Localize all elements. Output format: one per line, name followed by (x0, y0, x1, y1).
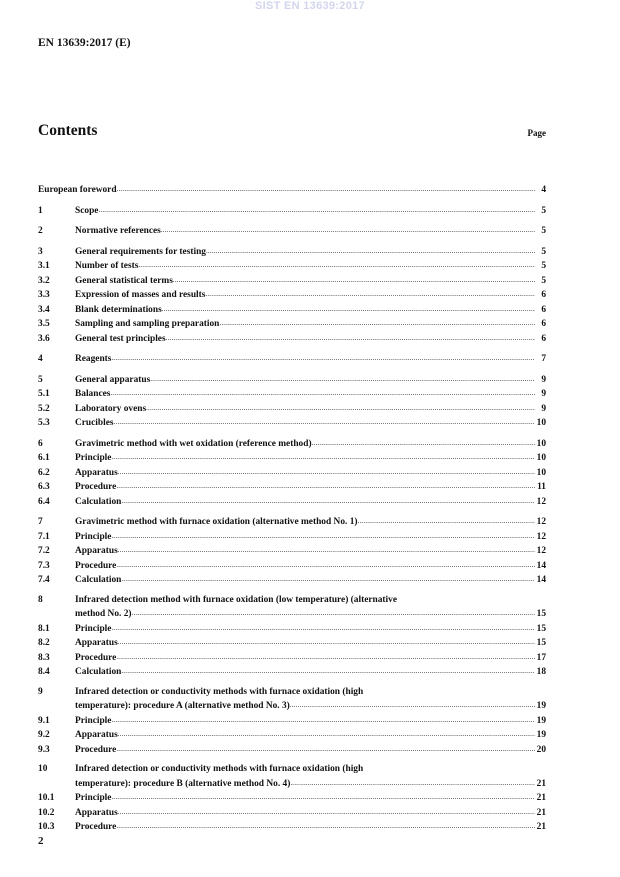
toc-entry-body (75, 622, 546, 637)
toc-entry-page: 19 (536, 715, 546, 726)
toc-entry-title: temperature): procedure B (alternative method No. 4) (75, 778, 291, 789)
toc-entry-title: temperature): procedure A (alternative method No. 3) (75, 701, 290, 711)
dot-leader (150, 373, 535, 387)
toc-entry-number: 3.1 (38, 261, 50, 271)
toc-entry-number: 9.1 (38, 715, 50, 726)
toc-entry-title: General apparatus (75, 374, 151, 385)
toc-entry[interactable] (38, 224, 546, 239)
toc-entry[interactable] (38, 259, 546, 274)
toc-entry-title: Calculation (75, 496, 122, 507)
toc-entry-body (75, 274, 546, 289)
toc-entry[interactable] (38, 763, 546, 791)
toc-entry-number: 3 (38, 246, 43, 257)
toc-entry-number: 1 (38, 205, 43, 216)
toc-entry-number: 8.1 (38, 623, 50, 634)
toc-entry-body (75, 303, 546, 318)
toc-entry-number: 10 (38, 764, 48, 774)
toc-entry[interactable] (38, 373, 546, 388)
toc-entry-number: 3.3 (38, 290, 50, 300)
toc-entry-body (75, 544, 546, 559)
dot-leader (116, 559, 535, 573)
toc-entry-body (75, 416, 546, 431)
toc-entry-page: 19 (536, 730, 546, 740)
toc-entry-number: 10.3 (38, 822, 55, 832)
toc-entry-page: 10 (536, 438, 546, 449)
toc-entry-body (75, 728, 546, 743)
toc-entry[interactable] (38, 437, 546, 452)
dot-leader (138, 259, 535, 273)
toc-entry-body (75, 288, 546, 303)
toc-entry[interactable] (38, 204, 546, 219)
toc-entry[interactable] (38, 714, 546, 729)
toc-entry-number: 3.4 (38, 304, 50, 315)
dot-leader (111, 714, 535, 728)
toc-entry-title: Apparatus (75, 730, 118, 740)
toc-entry-body (75, 352, 546, 367)
toc-entry[interactable] (38, 332, 546, 347)
toc-entry[interactable] (38, 466, 546, 481)
toc-entry-body (75, 714, 546, 729)
toc-entry-number: 5.1 (38, 389, 50, 399)
toc-entry-page: 4 (541, 185, 546, 195)
toc-entry[interactable] (38, 665, 546, 680)
toc-entry-number: 5.3 (38, 418, 50, 428)
page-number: 2 (38, 835, 44, 847)
toc-entry[interactable] (38, 544, 546, 559)
toc-entry-page: 5 (541, 246, 546, 257)
toc-entry-title: General requirements for testing (75, 246, 206, 257)
toc-entry-title: Laboratory ovens (75, 403, 147, 414)
toc-entry-body (75, 743, 546, 758)
dot-leader (114, 416, 535, 430)
page-column-label: Page (527, 128, 546, 138)
toc-entry[interactable] (38, 636, 546, 651)
toc-entry-title: Reagents (75, 354, 112, 364)
toc-entry-body (75, 573, 546, 588)
toc-entry[interactable] (38, 622, 546, 637)
toc-entry-number: 9.3 (38, 744, 50, 755)
toc-entry-page: 14 (536, 560, 546, 571)
dot-leader (206, 245, 535, 259)
toc-entry[interactable] (38, 303, 546, 318)
toc-entry-title: Expression of masses and results (75, 290, 206, 300)
toc-entry-body (75, 791, 546, 806)
toc-entry-title: method No. 2) (75, 609, 132, 619)
dot-leader (118, 544, 535, 558)
toc-entry-number: 9.2 (38, 730, 50, 740)
toc-entry-number: 9 (38, 686, 43, 697)
toc-entry-body (38, 183, 546, 198)
toc-entry-title: Apparatus (75, 546, 118, 556)
toc-entry-page: 6 (541, 304, 546, 315)
dot-leader (290, 777, 535, 791)
toc-entry-body (75, 806, 546, 821)
toc-entry-page: 15 (536, 623, 546, 634)
toc-entry[interactable] (38, 480, 546, 495)
toc-entry-page: 10 (536, 418, 546, 428)
toc-entry-title: Principle (75, 715, 112, 726)
table-of-contents (38, 183, 546, 835)
dot-leader (118, 636, 535, 650)
toc-entry-page: 11 (537, 482, 546, 492)
toc-entry[interactable] (38, 402, 546, 417)
toc-entry-title-line1: Infrared detection or conductivity methods with furnace oxidation (high (75, 686, 364, 697)
toc-entry[interactable] (38, 387, 546, 402)
toc-entry-title: Sampling and sampling preparation (75, 319, 220, 329)
toc-entry-title: Gravimetric method with wet oxidation (reference method) (75, 438, 312, 449)
toc-entry[interactable] (38, 743, 546, 758)
dot-leader (118, 466, 535, 480)
toc-entry-page: 21 (536, 807, 546, 818)
toc-entry[interactable] (38, 820, 546, 835)
dot-leader (117, 183, 535, 197)
toc-entry-number: 7.4 (38, 575, 50, 585)
toc-entry-page: 15 (536, 638, 546, 648)
toc-entry[interactable] (38, 806, 546, 821)
toc-entry[interactable] (38, 530, 546, 545)
toc-entry-number: 3.5 (38, 319, 50, 329)
toc-entry-page: 10 (536, 453, 546, 463)
dot-leader (116, 743, 535, 757)
toc-entry-body (75, 594, 546, 622)
toc-entry-title: Principle (75, 531, 112, 542)
toc-entry-title: Procedure (75, 652, 117, 663)
toc-entry-body (75, 387, 546, 402)
toc-entry-title: Crucibles (75, 418, 114, 428)
dot-leader (166, 332, 535, 346)
toc-entry-number: 4 (38, 354, 43, 364)
toc-entry-body (75, 245, 546, 260)
toc-entry-body (75, 530, 546, 545)
toc-entry-body (75, 259, 546, 274)
dot-leader (111, 451, 535, 465)
toc-entry-number: 10.1 (38, 793, 55, 803)
toc-entry-body (75, 495, 546, 510)
toc-entry-body (75, 224, 546, 239)
toc-entry-body (75, 763, 546, 791)
toc-entry-title: Scope (75, 205, 99, 216)
toc-entry-number: 6.4 (38, 496, 50, 507)
toc-entry-page: 18 (536, 667, 546, 677)
toc-entry-body (75, 665, 546, 680)
toc-entry-number: 6 (38, 438, 43, 449)
dot-leader (132, 607, 535, 621)
toc-entry-page: 10 (536, 467, 546, 478)
toc-entry-page: 5 (541, 261, 546, 271)
toc-entry[interactable] (38, 573, 546, 588)
dot-leader (116, 651, 535, 665)
toc-entry-number: 8 (38, 594, 43, 605)
toc-entry-page: 21 (536, 778, 546, 789)
toc-entry-title: General test principles (75, 333, 166, 344)
toc-entry-title: Procedure (75, 822, 117, 832)
toc-entry-page: 14 (536, 575, 546, 585)
dot-leader (290, 699, 535, 713)
toc-entry-title: Balances (75, 389, 111, 399)
toc-entry-number: 3.6 (38, 333, 50, 344)
toc-entry-page: 5 (541, 275, 546, 286)
toc-entry-title: Procedure (75, 482, 117, 492)
toc-entry-number: 7.3 (38, 560, 50, 571)
toc-entry-page: 12 (536, 517, 546, 527)
dot-leader (161, 224, 535, 238)
toc-entry-title-line1: Infrared detection or conductivity methods with furnace oxidation (high (75, 764, 364, 774)
toc-entry[interactable] (38, 515, 546, 530)
dot-leader (98, 204, 535, 218)
toc-entry-body (75, 402, 546, 417)
toc-entry-number: 7.2 (38, 546, 50, 556)
toc-entry-number: 7.1 (38, 531, 50, 542)
toc-entry-page: 12 (536, 531, 546, 542)
toc-entry[interactable] (38, 594, 546, 622)
toc-entry-number: 7 (38, 517, 43, 527)
toc-entry-title: Procedure (75, 744, 117, 755)
toc-entry[interactable] (38, 183, 546, 198)
toc-entry[interactable] (38, 317, 546, 332)
dot-leader (358, 515, 535, 529)
toc-entry[interactable] (38, 288, 546, 303)
dot-leader (121, 495, 535, 509)
toc-entry-page: 5 (541, 205, 546, 216)
toc-entry-title: European foreword (38, 185, 117, 195)
toc-entry-page: 7 (541, 354, 546, 364)
toc-entry-number: 5.2 (38, 403, 50, 414)
toc-entry-page: 20 (536, 744, 546, 755)
toc-entry-number: 8.3 (38, 652, 50, 663)
dot-leader (111, 791, 535, 805)
toc-entry-number: 3.2 (38, 275, 50, 286)
dot-leader (111, 530, 535, 544)
toc-entry-number: 5 (38, 374, 43, 385)
toc-entry-page: 9 (541, 389, 546, 399)
dot-leader (116, 480, 535, 494)
toc-entry-page: 9 (541, 374, 546, 385)
document-id: EN 13639:2017 (E) (38, 37, 131, 49)
dot-leader (219, 317, 535, 331)
toc-entry[interactable] (38, 274, 546, 289)
dot-leader (146, 402, 535, 416)
toc-entry-page: 21 (536, 822, 546, 832)
toc-entry-title-line1: Infrared detection method with furnace oxidation (low temperature) (alternative (75, 594, 397, 605)
toc-entry-body (75, 466, 546, 481)
toc-entry-page: 19 (536, 701, 546, 711)
toc-entry[interactable] (38, 686, 546, 714)
toc-entry[interactable] (38, 495, 546, 510)
toc-entry-page: 5 (541, 226, 546, 236)
toc-entry-body (75, 332, 546, 347)
toc-entry-title: Calculation (75, 667, 122, 677)
toc-entry-body (75, 317, 546, 332)
toc-entry-title: Apparatus (75, 807, 118, 818)
dot-leader (118, 728, 535, 742)
toc-entry-number: 6.2 (38, 467, 50, 478)
dot-leader (121, 573, 535, 587)
toc-entry-body (75, 559, 546, 574)
toc-entry-page: 21 (536, 793, 546, 803)
toc-entry-body (75, 204, 546, 219)
toc-entry-number: 6.3 (38, 482, 50, 492)
toc-entry-page: 9 (541, 403, 546, 414)
toc-entry-title: Principle (75, 453, 112, 463)
dot-leader (116, 820, 535, 834)
toc-entry-number: 8.4 (38, 667, 50, 677)
toc-entry[interactable] (38, 791, 546, 806)
toc-entry-page: 12 (536, 496, 546, 507)
toc-entry-title: Normative references (75, 226, 161, 236)
dot-leader (110, 387, 535, 401)
toc-entry-title: Number of tests (75, 261, 139, 271)
toc-entry-title: General statistical terms (75, 275, 173, 286)
toc-entry-page: 6 (541, 290, 546, 300)
dot-leader (111, 622, 535, 636)
toc-entry-title: Principle (75, 623, 112, 634)
toc-entry-number: 6.1 (38, 453, 50, 463)
toc-entry[interactable] (38, 651, 546, 666)
dot-leader (111, 352, 535, 366)
toc-entry-page: 12 (536, 546, 546, 556)
toc-entry-body (75, 480, 546, 495)
toc-entry[interactable] (38, 559, 546, 574)
toc-entry-number: 10.2 (38, 807, 55, 818)
toc-entry-page: 6 (541, 333, 546, 344)
dot-leader (118, 806, 535, 820)
toc-entry-body (75, 686, 546, 714)
toc-entry-page: 6 (541, 319, 546, 329)
toc-entry[interactable] (38, 352, 546, 367)
toc-entry-body (75, 651, 546, 666)
dot-leader (312, 437, 535, 451)
dot-leader (173, 274, 535, 288)
toc-entry-body (75, 451, 546, 466)
toc-entry-body (75, 820, 546, 835)
toc-entry-title: Gravimetric method with furnace oxidation (alternative method No. 1) (75, 517, 358, 527)
toc-entry[interactable] (38, 451, 546, 466)
toc-entry-body (75, 373, 546, 388)
toc-entry[interactable] (38, 728, 546, 743)
dot-leader (162, 303, 535, 317)
watermark: SIST EN 13639:2017 (255, 0, 365, 12)
toc-entry[interactable] (38, 245, 546, 260)
toc-entry-number: 8.2 (38, 638, 50, 648)
dot-leader (121, 665, 535, 679)
toc-entry-number: 2 (38, 226, 43, 236)
toc-entry[interactable] (38, 416, 546, 431)
toc-entry-title: Procedure (75, 560, 117, 571)
toc-entry-page: 15 (536, 609, 546, 619)
toc-entry-title: Apparatus (75, 467, 118, 478)
toc-entry-title: Principle (75, 793, 112, 803)
dot-leader (205, 288, 535, 302)
toc-entry-page: 17 (536, 652, 546, 663)
toc-entry-body (75, 515, 546, 530)
toc-entry-body (75, 636, 546, 651)
toc-entry-body (75, 437, 546, 452)
toc-entry-title: Apparatus (75, 638, 118, 648)
toc-entry-title: Blank determinations (75, 304, 162, 315)
contents-heading: Contents (38, 122, 98, 139)
toc-entry-title: Calculation (75, 575, 122, 585)
